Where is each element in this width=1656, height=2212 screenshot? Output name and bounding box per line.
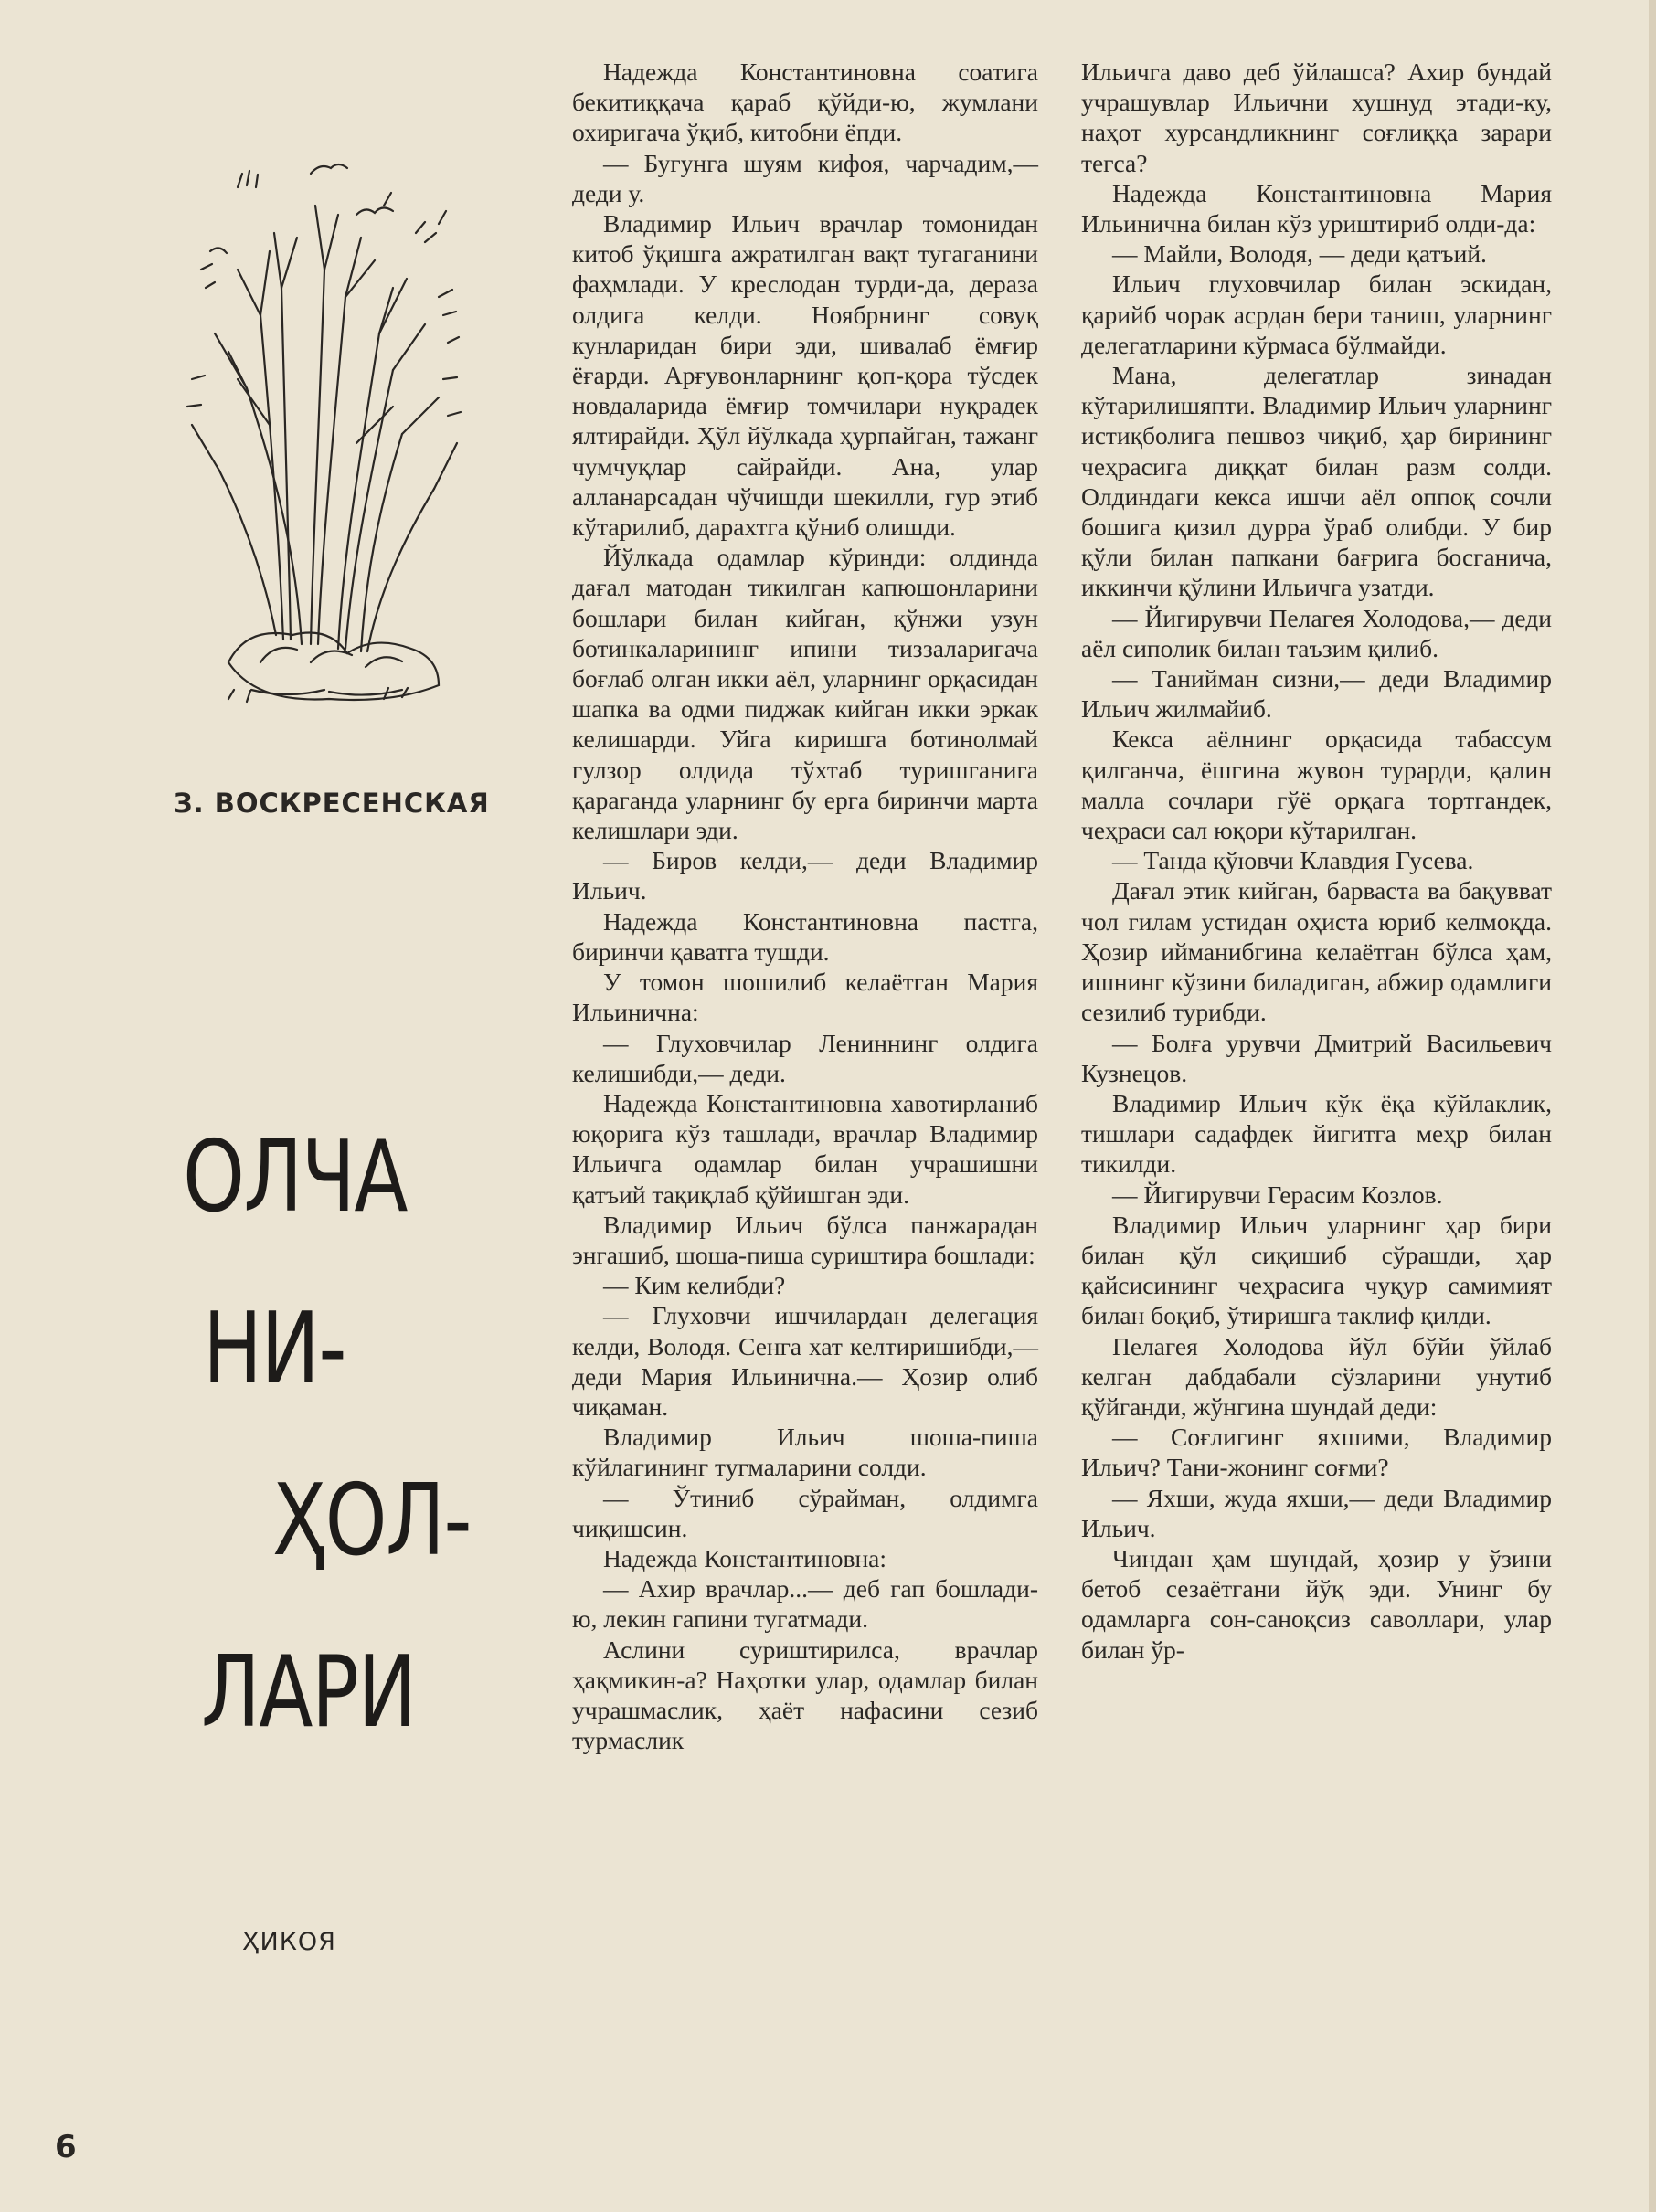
paragraph: Надежда Константиновна Мария Ильинична билан кўз уриштириб олди-да: [1081, 178, 1552, 238]
page-edge [1649, 0, 1656, 2212]
paragraph: — Ахир врачлар...— деб гап бошлади-ю, лекин гапини тугатмади. [572, 1574, 1038, 1634]
paragraph: Надежда Константиновна хавотирланиб юқорига кўз ташлади, врачлар Владимир Ильичга одамлар билан учрашишни қатъий тақиқлаб қўйишган эди. [572, 1088, 1038, 1209]
paragraph: — Биров келди,— деди Владимир Ильич. [572, 846, 1038, 905]
paragraph: Надежда Константиновна пастга, биринчи қаватга тушди. [572, 906, 1038, 966]
paragraph: — Йигирувчи Пелагея Холодова,— деди аёл сиполик билан таъзим қилиб. [1081, 603, 1552, 662]
paragraph: Владимир Ильич уларнинг ҳар бири билан қўл сиқишиб сўрашди, ҳар қайсисининг чеҳрасига чуқур самимият билан боқиб, ўтиришга таклиф қилди. [1081, 1210, 1552, 1330]
paragraph: — Йигирувчи Герасим Козлов. [1112, 1180, 1443, 1209]
paragraph: Аслини суриштирилса, врачлар ҳақмикин-а? Наҳотки улар, одамлар билан учрашмаслик, ҳаёт нафасини сезиб турмаслик [572, 1635, 1038, 1755]
text-column-1 [572, 57, 1038, 1755]
title-line: ЛАРИ [201, 1635, 416, 1750]
title-line: ҲОЛ- [272, 1464, 471, 1578]
paragraph: Владимир Ильич бўлса панжарадан энгашиб, шоша-пиша суриштира бошлади: [572, 1210, 1038, 1269]
article-title [183, 1092, 512, 1779]
paragraph: Пелагея Холодова йўл бўйи ўйлаб келган дабдабали сўзларини унутиб қўйганди, жўнгина шундай деди: [1081, 1331, 1552, 1421]
title-line: НИ- [203, 1292, 345, 1406]
paragraph: — Ўтиниб сўрайман, олдимга чиқишсин. [572, 1483, 1038, 1542]
text-column-2 [1081, 57, 1552, 1665]
paragraph: — Глуховчилар Лениннинг олдига келишибди,— деди. [572, 1028, 1038, 1087]
paragraph: Владимир Ильич кўк ёқа кўйлаклик, тишлари садафдек йигитга меҳр билан тикилди. [1081, 1088, 1552, 1179]
paragraph: У томон шошилиб келаётган Мария Ильинична: [572, 968, 1038, 1027]
paragraph: — Майли, Володя, — деди қатъий. [1112, 239, 1487, 269]
paragraph: Дағал этик кийган, барваста ва бақувват чол гилам устидан оҳиста юриб келмоқда. Ҳозир ийманибгина келаётган бўлса ҳам, ишнинг кўзини биладиган, абжир одамлиги сезилиб турибди. [1081, 876, 1552, 1027]
genre-label: ҲИКОЯ [242, 1928, 336, 1956]
paragraph: Надежда Константиновна: [603, 1543, 887, 1572]
paragraph: — Танийман сизни,— деди Владимир Ильич жилмайиб. [1081, 664, 1552, 724]
paragraph: — Яхши, жуда яхши,— деди Владимир Ильич. [1081, 1483, 1552, 1542]
paragraph: Надежда Константиновна соатига бекитиққача қараб қўйди-ю, жумлани охиригача ўқиб, китобни ёпди. [572, 58, 1038, 147]
paragraph: Владимир Ильич шоша-пиша кўйлагининг тугмаларини солди. [572, 1423, 1038, 1482]
paragraph: — Ким келибди? [603, 1271, 786, 1300]
paragraph: Ильичга даво деб ўйлашса? Ахир бундай учрашувлар Ильични хушнуд этади-ку, наҳот хурсандликнинг соғлиққа зарари тегса? [1081, 58, 1552, 177]
paragraph: Йўлкада одамлар кўринди: олдинда дағал матодан тикилган капюшонларини бошлари билан кийган, қўнжи узун ботинкаларининг ипини тиззаларигача боғлаб олган икки аёл, уларнинг орқасидан шапка ва одми пиджак кийган икки эркак келишарди. Уйга киришга ботинолмай гулзор олдида тўхтаб туришганига қараганда уларнинг бу ерга биринчи марта келишлари эди. [572, 543, 1038, 845]
paragraph: — Болға урувчи Дмитрий Васильевич Кузнецов. [1081, 1028, 1552, 1087]
paragraph: Кекса аёлнинг орқасида табассум қилганча, ёшгина жувон турарди, қалин малла сочлари гўё орқага тортгандек, чеҳраси сал юқори кўтарилган. [1081, 725, 1552, 845]
paragraph: — Бугунга шуям кифоя, чарчадим,— деди у. [572, 148, 1038, 207]
paragraph: — Соғлигинг яхшими, Владимир Ильич? Тани-жонинг соғми? [1081, 1423, 1552, 1482]
paragraph: Чиндан ҳам шундай, ҳозир у ўзини бетоб сезаётгани йўқ эди. Унинг бу одамларга сон-саноқсиз саволлари, улар билан ўр- [1081, 1543, 1552, 1664]
paragraph: — Танда қўювчи Клавдия Гусева. [1112, 846, 1474, 875]
paragraph: Владимир Ильич врачлар томонидан китоб ўқишга ажратилган вақт тугаганини фаҳмлади. У креслодан турди-да, дераза олдига келди. Ноябрнинг совуқ кунларидан бири эди, шивалаб ёмғир ёғарди. Арғувонларнинг қоп-қора тўсдек новдаларида ёмғир томчилари нуқрадек ялтирайди. Ҳўл йўлкада ҳурпайган, тажанг чумчуқлар сайрайди. Ана, улар алланарсадан чўчишди шекилли, гур этиб кўтарилиб, дарахтга қўниб олишди. [572, 209, 1038, 542]
author-name: З. ВОСКРЕСЕНСКАЯ [174, 788, 490, 819]
trees-illustration [174, 151, 475, 708]
paragraph: — Глуховчи ишчилардан делегация келди, Володя. Сенга хат келтиришибди,— деди Мария Ильинична.— Ҳозир олиб чиқаман. [572, 1301, 1038, 1421]
paragraph: Ильич глуховчилар билан эскидан, қарийб чорак асрдан бери таниш, уларнинг делегатларини кўрмаса бўлмайди. [1081, 270, 1552, 359]
page-number: 6 [55, 2129, 77, 2165]
title-line: ОЛЧА [183, 1120, 407, 1234]
paragraph: Мана, делегатлар зинадан кўтарилишяпти. Владимир Ильич уларнинг истиқболига пешвоз чиқиб, ҳар бирининг чеҳрасига диққат билан разм солди. Олдиндаги кекса ишчи аёл оппоқ сочли бошига қизил дурра ўраб олибди. У бир қўли билан папкани бағрига босганича, иккинчи қўлини Ильичга узатди. [1081, 361, 1552, 602]
